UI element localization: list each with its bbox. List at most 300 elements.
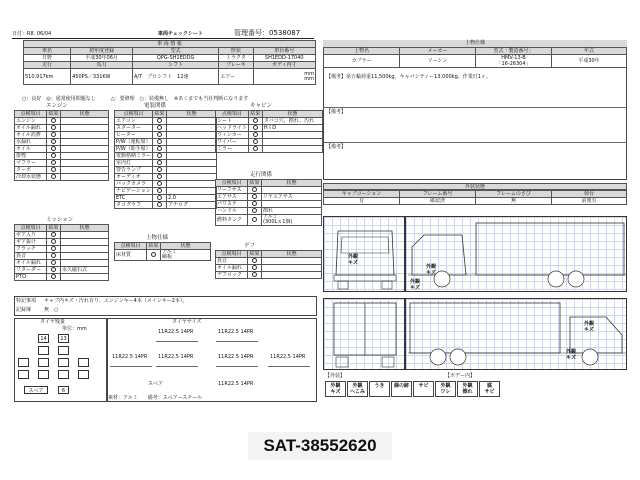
mission-head-state: 状態 (61, 225, 109, 232)
tread-box (18, 370, 29, 379)
running-head-state: 状態 (262, 180, 322, 187)
mission-result (47, 267, 61, 274)
upper-state: アルミ 縞板 (161, 250, 211, 261)
running-state (262, 187, 322, 194)
keys-body-title: 【ボデー内】 (445, 373, 476, 379)
running-result (248, 194, 262, 201)
diff-result (248, 265, 262, 272)
info-title: 車 両 情 報 (24, 41, 316, 48)
mission-state (61, 274, 109, 281)
running-result (248, 187, 262, 194)
tread-box (38, 346, 49, 355)
result-circle-icon (157, 167, 162, 172)
electric-result (153, 167, 167, 174)
mission-item: PTO (15, 274, 47, 281)
running-state: アルミ (300Lｘ1個) (262, 215, 322, 226)
electric-state (167, 181, 217, 188)
tread-box: 14 (38, 334, 49, 343)
cabin-item: ミラー (216, 146, 249, 153)
result-circle-icon (51, 139, 56, 144)
result-circle-icon (51, 246, 56, 251)
diff-result (248, 272, 262, 279)
val-name: 日野 (24, 55, 71, 62)
mission-result (47, 274, 61, 281)
tread-box (58, 346, 69, 355)
cabin-state (262, 146, 322, 153)
exterior-table (323, 190, 627, 205)
electric-result (153, 118, 167, 125)
engine-table (14, 110, 109, 181)
electric-item: バックカメラ (115, 181, 153, 188)
us-head-year: 年式 (552, 48, 627, 55)
result-circle-icon (157, 153, 162, 158)
result-circle-icon (157, 146, 162, 151)
ex-head-frame: フレーム番号 (400, 191, 476, 198)
result-circle-icon (252, 187, 257, 192)
result-circle-icon (252, 208, 257, 213)
cabin-head-result: 結果 (250, 111, 261, 117)
tire-tread-title: タイヤ残量 (40, 319, 65, 325)
mission-result (47, 260, 61, 267)
notes-label: 特記事項 (16, 298, 37, 304)
running-result (248, 208, 262, 215)
result-circle-icon (252, 258, 257, 263)
us-val-maker: ソーシン (400, 55, 476, 68)
engine-head-result: 結果 (48, 111, 59, 117)
tire-size-s3: 11R22.5 14PR (112, 354, 148, 360)
result-circle-icon (51, 132, 56, 137)
result-circle-icon (252, 194, 257, 199)
tire-size-s2: 11R22.5 14PR (218, 329, 254, 335)
engine-item: オイル消費 (15, 132, 47, 139)
running-state: 擦れ (262, 208, 322, 215)
diff-result (248, 258, 262, 265)
running-item: エアサス (216, 194, 248, 201)
mission-result (47, 246, 61, 253)
electric-state (167, 188, 217, 195)
electric-state (167, 160, 217, 167)
electric-state (167, 174, 217, 181)
result-circle-icon (157, 160, 162, 165)
record-val: 無 ○ (44, 307, 59, 313)
mission-head-item: 点検項目 (15, 225, 47, 232)
result-circle-icon (157, 181, 162, 186)
exterior-title: 外装状態 (323, 183, 627, 190)
diagram-front (323, 216, 405, 292)
head-name: 車名 (24, 48, 71, 55)
diff-title: デフ (244, 243, 256, 249)
val-shift: A/T プロシフト 12速 (133, 69, 219, 85)
result-circle-icon (252, 272, 257, 277)
electric-item: スターター (115, 125, 153, 132)
electric-result (153, 160, 167, 167)
head-chassis: 車台番号 (253, 48, 315, 55)
mission-state: 永久磁石式 (61, 267, 109, 274)
engine-state (61, 174, 109, 181)
val-model: QPG-SH1EDDG (133, 55, 219, 62)
head-model: 型式 (133, 48, 219, 55)
engine-state (61, 167, 109, 174)
tire-size-box (107, 318, 317, 402)
truck-front-svg (324, 217, 406, 293)
us-val-year: 平成30年 (552, 55, 627, 68)
engine-state (61, 139, 109, 146)
electric-result (153, 139, 167, 146)
head-reg: 初年度登録 (71, 48, 133, 55)
truck-side-right-svg (406, 299, 628, 371)
truck-rear-svg (324, 299, 406, 371)
cabin-item: ヘッドライト (217, 125, 247, 131)
electric-item: ナビゲーション (116, 188, 151, 194)
electric-state (167, 132, 217, 139)
engine-item: 排煙 (15, 153, 47, 160)
cabin-result (248, 125, 262, 132)
val-mileage: 510,917km (24, 69, 71, 85)
legend: ○：良好 ◎：通常使用問題なし △：要修理 ○：装備無し ※あくまでも当社判断になります (22, 96, 249, 102)
head-brake: ブレーキ (219, 62, 253, 69)
damage-tag-side-1: 外観 キズ (426, 264, 437, 276)
result-circle-icon (253, 118, 258, 123)
mission-result (47, 253, 61, 260)
engine-result (47, 139, 61, 146)
val-chassis: SH1EDD-17040 (253, 55, 315, 62)
head-shape: 形状 (219, 48, 253, 55)
date-text: 日付：R8. 06/04 (12, 31, 52, 37)
head-shift: シフト (133, 62, 219, 69)
result-circle-icon (51, 174, 56, 179)
electric-item: P/W（運転席） (116, 139, 151, 145)
engine-item: ターボ (15, 167, 47, 174)
mission-state (61, 239, 109, 246)
ex-head-rust: フレームのさび (476, 191, 552, 198)
ex-val-deck: 前後有 (552, 198, 627, 205)
result-circle-icon (51, 232, 56, 237)
mission-item: オイル漏れ (15, 260, 47, 267)
tread-box (38, 370, 49, 379)
diagram-side-right (405, 298, 627, 370)
mission-item: 異音 (15, 253, 47, 260)
running-title: 走行関係 (250, 172, 273, 178)
key-item: 外観 ワレ (435, 381, 456, 397)
engine-item: オイル漏れ (15, 125, 47, 132)
engine-state (61, 160, 109, 167)
head-body: ボディ内寸 (253, 62, 315, 69)
diff-state (262, 265, 322, 272)
electric-item: ETC (115, 195, 153, 202)
us-val-model: HMV-13-B (501, 55, 526, 61)
key-item: 腐 サビ (479, 381, 500, 397)
result-circle-icon (51, 146, 56, 151)
upper-head-item: 点検項目 (115, 243, 147, 250)
key-item: うき (369, 381, 390, 397)
tread-box (58, 370, 69, 379)
electric-item: P/W（助手席） (116, 146, 151, 152)
cabin-head-item: 点検項目 (216, 111, 249, 118)
result-circle-icon (157, 202, 162, 207)
val-reg: 平成30年06月 (71, 55, 133, 62)
engine-result (47, 125, 61, 132)
tread-box (58, 358, 69, 367)
mission-head-result: 結果 (48, 225, 59, 231)
result-circle-icon (253, 139, 258, 144)
diff-table (215, 250, 322, 279)
electric-state (167, 167, 217, 174)
cabin-item: ワイパー (216, 139, 249, 146)
result-circle-icon (253, 146, 258, 151)
electric-item: 警告ランプ (115, 167, 153, 174)
electric-result (153, 181, 167, 188)
diagram-side-left (405, 216, 627, 292)
cabin-result (248, 139, 262, 146)
truck-side-left-svg (406, 217, 628, 293)
tire-size-s5: 11R22.5 14PR (218, 354, 254, 360)
engine-item: 冷却水状態 (15, 174, 47, 181)
upper-item: 床材質 (115, 250, 147, 261)
result-circle-icon (151, 252, 156, 257)
result-circle-icon (157, 132, 162, 137)
result-circle-icon (252, 201, 257, 206)
diff-item: デフロック (216, 272, 248, 279)
engine-state (61, 146, 109, 153)
val-hp: 450PS／331KW (71, 69, 133, 85)
running-result (248, 201, 262, 208)
running-head-result: 結果 (249, 180, 260, 186)
electric-title: 電装関係 (144, 103, 167, 109)
ex-head-deck: 荷台 (552, 191, 627, 198)
mission-result (47, 239, 61, 246)
tire-size-s7: 11R22.5 14PR (218, 381, 254, 387)
electric-item: エアコン (115, 118, 153, 125)
wheel-note: 素材：アルミ 備考：スペアースチール (108, 395, 203, 401)
damage-tag-side-3: 外観 キズ (584, 321, 595, 333)
result-circle-icon (157, 195, 162, 200)
electric-item: 電動格納ミラー (116, 153, 152, 159)
us-remark3: 【備考】 (326, 144, 347, 150)
result-circle-icon (252, 217, 257, 222)
result-circle-icon (51, 160, 56, 165)
electric-item: ヒーター (115, 132, 153, 139)
electric-state (167, 139, 217, 146)
upper-spec-title: 上物仕様 (323, 40, 627, 47)
result-circle-icon (51, 153, 56, 158)
us-head-name: 上物名 (324, 48, 400, 55)
val-shape: トラクタ (219, 55, 253, 62)
result-circle-icon (157, 118, 162, 123)
mm-1: mm (304, 70, 314, 77)
mission-state (61, 246, 109, 253)
engine-result (47, 167, 61, 174)
engine-head-item: 点検項目 (15, 111, 47, 118)
electric-state (167, 125, 217, 132)
cabin-table (215, 110, 323, 153)
cabin-item: ウィンカー (216, 132, 249, 139)
engine-result (47, 153, 61, 160)
electric-result (153, 174, 167, 181)
running-state: リヤエアサス (262, 194, 322, 201)
electric-head-item: 点検項目 (115, 111, 153, 118)
ex-val-caution: 有 (324, 198, 400, 205)
result-circle-icon (157, 174, 162, 179)
result-circle-icon (51, 253, 56, 258)
spare-size-label: スペア (148, 381, 164, 387)
us-remark2: 【備考】 (326, 109, 347, 115)
mgmt-number: 管理番号：0538087 (234, 29, 301, 37)
mission-item: ギア入り (15, 232, 47, 239)
result-circle-icon (157, 188, 162, 193)
mission-item: ギア抜け (15, 239, 47, 246)
electric-state: 2.0 (167, 195, 217, 202)
engine-title: エンジン (46, 103, 68, 109)
spare-tread-label: スペア (24, 386, 48, 394)
diff-item: オイル漏れ (216, 265, 248, 272)
running-item: ハンドル (216, 208, 248, 215)
result-circle-icon (51, 125, 56, 130)
tire-size-s4: 11R22.5 14PR (158, 354, 194, 360)
engine-result (47, 160, 61, 167)
electric-item: オーディオ (115, 174, 153, 181)
electric-state (167, 153, 217, 160)
damage-tag-front: 外観 キズ (348, 254, 359, 266)
mission-item: クラッチ (15, 246, 47, 253)
mission-item: リターダー (15, 267, 47, 274)
vehicle-info-table (23, 40, 316, 85)
engine-state (61, 118, 109, 125)
diff-item: 異音 (216, 258, 248, 265)
key-item: 外観 へこみ (347, 381, 368, 397)
result-circle-icon (51, 167, 56, 172)
us-val-name: カプラー (324, 55, 400, 68)
cabin-state (262, 139, 322, 146)
us-val-serial: 「16-26304」 (496, 61, 531, 67)
engine-item: エンジン (15, 118, 47, 125)
tread-box (78, 358, 89, 367)
spare-tread-val: 6 (58, 386, 69, 394)
electric-state: アナログ (167, 202, 217, 209)
cabin-result (248, 118, 262, 125)
tire-size-title: タイヤサイズ (172, 319, 202, 325)
diagram-rear (323, 298, 405, 370)
result-circle-icon (253, 132, 258, 137)
cabin-state: H I D (262, 125, 322, 132)
engine-result (47, 174, 61, 181)
tread-box (78, 370, 89, 379)
result-circle-icon (252, 265, 257, 270)
tread-box (18, 358, 29, 367)
electric-result (153, 188, 167, 195)
diff-head-result: 結果 (249, 251, 260, 257)
diff-state (262, 272, 322, 279)
us-head-model: 型式「製造番号」 (476, 48, 552, 55)
mission-state (61, 260, 109, 267)
keys-ext-title: 【外装】 (325, 373, 346, 379)
cabin-title: キャビン (250, 103, 273, 109)
result-circle-icon (51, 239, 56, 244)
electric-item: 室内灯 (115, 160, 153, 167)
head-mileage: 走行 (24, 62, 71, 69)
running-result (248, 215, 262, 226)
engine-item: 水漏れ (15, 139, 47, 146)
running-head-item: 点検項目 (216, 180, 248, 187)
result-circle-icon (157, 139, 162, 144)
engine-item: オイル (15, 146, 47, 153)
key-item: 線の跡 (391, 381, 412, 397)
mission-state (61, 232, 109, 239)
upper-head-result: 結果 (148, 243, 159, 249)
mission-table (14, 224, 109, 281)
result-circle-icon (51, 267, 56, 272)
damage-tag-side-4: 外観 キズ (566, 349, 577, 361)
diff-state (262, 258, 322, 265)
electric-result (153, 132, 167, 139)
upper-title: 上物仕様 (146, 235, 169, 241)
result-circle-icon (51, 118, 56, 123)
electric-head-result: 結果 (154, 111, 165, 117)
running-table (215, 179, 322, 226)
electric-item: タコグラフ (115, 202, 153, 209)
cabin-state: タバコ穴、擦れ、汚れ (262, 118, 322, 125)
electric-result (153, 125, 167, 132)
tire-size-s1: 11R22.5 14PR (158, 329, 194, 335)
sheet-title: 車両チェックシート (158, 31, 203, 37)
electric-result (153, 195, 167, 202)
upper-spec-table (323, 47, 627, 68)
upper-table (114, 242, 211, 261)
ex-val-rust: 無 (476, 198, 552, 205)
cabin-head-state: 状態 (262, 111, 322, 118)
cabin-item: シート (216, 118, 249, 125)
result-circle-icon (51, 274, 56, 279)
damage-tag-side-2: 外観 キズ (410, 279, 421, 291)
tread-box: 13 (58, 334, 69, 343)
engine-result (47, 132, 61, 139)
upper-head-state: 状態 (161, 243, 211, 250)
running-state (262, 201, 322, 208)
electric-result (153, 202, 167, 209)
engine-state (61, 132, 109, 139)
electric-head-state: 状態 (167, 111, 217, 118)
result-circle-icon (51, 260, 56, 265)
cabin-result (248, 132, 262, 139)
engine-state (61, 153, 109, 160)
key-item: 外観 擦れ (457, 381, 478, 397)
engine-result (47, 118, 61, 125)
record-label: 記録簿 (16, 307, 32, 313)
cabin-state (262, 132, 322, 139)
cabin-result (248, 146, 262, 153)
electric-state (167, 146, 217, 153)
notes-text: キャブ内キズ・汚れ有り、エンジンキー4本（メインキー2本）。 (44, 298, 188, 304)
ex-head-caution: キャブコーション (324, 191, 400, 198)
diff-head-state: 状態 (262, 251, 322, 258)
engine-item: マフラー (15, 160, 47, 167)
tire-size-s6: 11R22.5 14PR (270, 354, 306, 360)
running-item: パワステ (216, 201, 248, 208)
running-item: リーフサス (216, 187, 248, 194)
us-head-maker: メーカー (400, 48, 476, 55)
diff-head-item: 点検項目 (216, 251, 248, 258)
electric-result (153, 153, 167, 160)
electric-state (167, 118, 217, 125)
mission-title: ミッション (46, 217, 74, 223)
mission-result (47, 232, 61, 239)
engine-result (47, 146, 61, 153)
key-item: サビ (413, 381, 434, 397)
running-item: 燃料タンク (216, 215, 248, 226)
key-item: 外観 キズ (325, 381, 346, 397)
electric-table (114, 110, 217, 209)
ex-val-frame: 確認済 (400, 198, 476, 205)
mm-2: mm (304, 75, 314, 82)
